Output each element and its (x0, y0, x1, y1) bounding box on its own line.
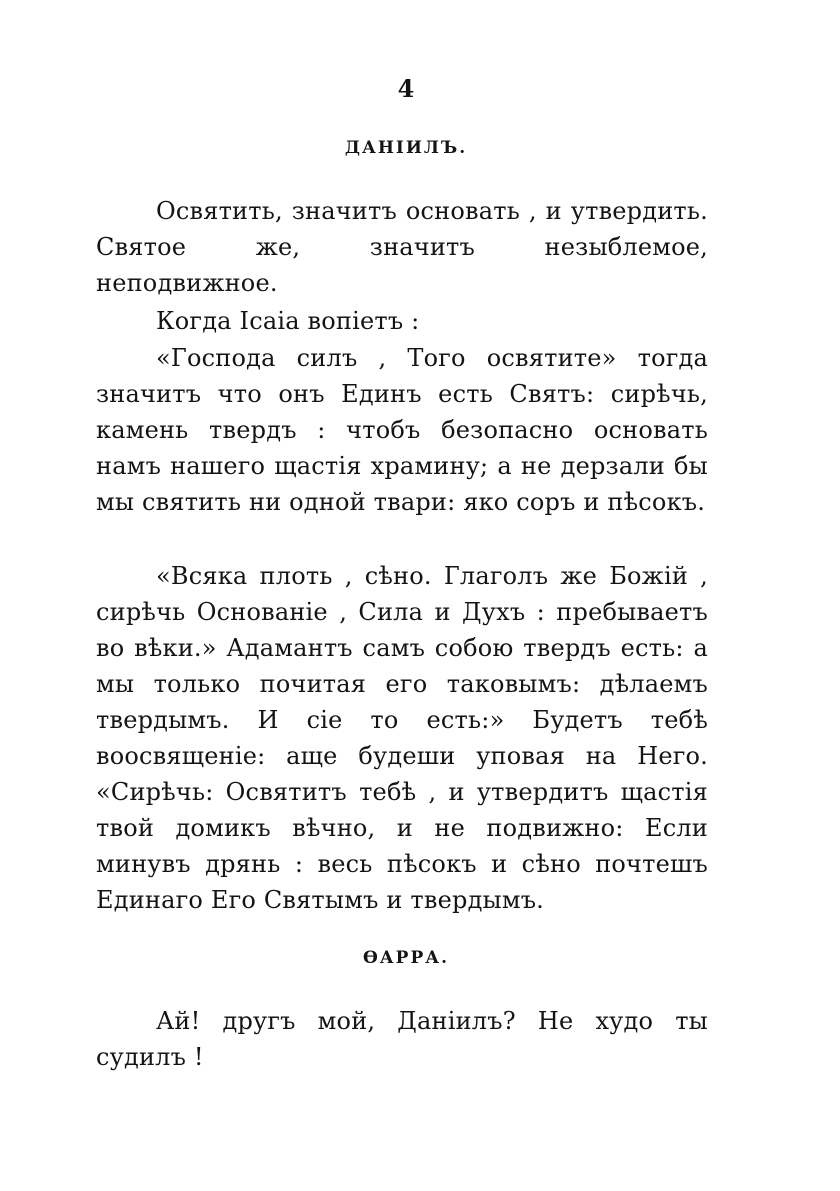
paragraph-2: Когда Ісаіа вопіетъ : (156, 307, 420, 335)
speaker-heading-daniil: ДАНІИЛЪ. (344, 138, 468, 158)
speaker-heading-fadda: ѲАРРА. (363, 948, 449, 968)
paragraph-4: «Всяка плоть , сѣно. Глаголъ же Божій , сирѣчь Основаніе , Сила и Духъ : пребываетъ во вѣки.» Адамантъ самъ собою твердъ есть: а мы только почитая его таковымъ: дѣлаемъ твердымъ. И сіе то есть:» Будетъ тебѣ воосвященіе: аще будеши уповая на Него. «Сирѣчь: Освятитъ тебѣ , и утвердитъ щастія твой домикъ вѣчно, и не подвижно: Если минувъ дрянь : весь пѣсокъ и сѣно почтешъ Единаго Его Святымъ и твердымъ. (96, 562, 708, 914)
paragraph-3: «Господа силъ , Того освятите» тогда значитъ что онъ Единъ есть Святъ: сирѣчь, камень твердъ : чтобъ безопасно основать намъ нашего щастія храмину; а не дерзали бы мы святить ни одной твари: яко соръ и пѣсокъ. (96, 344, 708, 516)
page-number: 4 (397, 74, 415, 103)
paragraph-5: Ай! другъ мой, Даніилъ? Не худо ты судилъ ! (96, 1007, 708, 1071)
paragraph-1: Освятить, значитъ основать , и утвердить. Святое же, значитъ незыблемое, неподвижное. (96, 197, 708, 297)
